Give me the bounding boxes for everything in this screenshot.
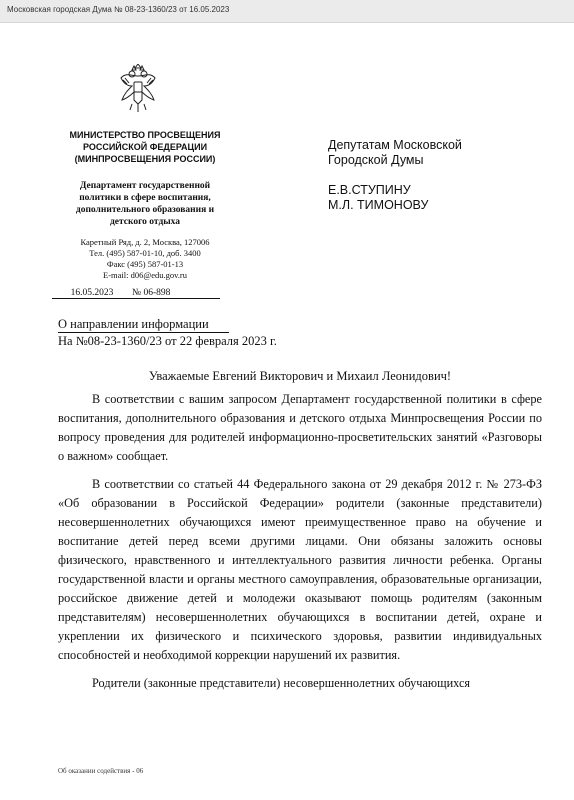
address-line: Каретный Ряд, д. 2, Москва, 127006 [80,237,210,247]
sender-address [52,237,238,281]
coat-of-arms-icon [118,64,158,114]
addressee-block [328,138,558,228]
addressee-name: М.Л. ТИМОНОВУ [328,198,429,212]
greeting: Уважаемые Евгений Викторович и Михаил Леонидович! [148,369,452,383]
email-line: E-mail: d06@edu.gov.ru [103,270,187,280]
addressee-line: Депутатам Московской [328,138,462,152]
subject-line: О направлении информации [58,316,229,333]
ministry-line: (МИНПРОСВЕЩЕНИЯ РОССИИ) [74,154,216,164]
outgoing-number: № 06-898 [132,288,220,299]
letter-subject [58,316,318,349]
ministry-name [52,129,238,165]
body-paragraph: В соответствии с вашим запросом Департамент государственной политики в сфере воспитания, дополнительного образования и детского отдыха Минпросвещения России по вопросу проведения для родителей информационно-просветительских занятий «Разговоры о важном» сообщает. [58,392,542,463]
reference-line: На №08-23-1360/23 от 22 февраля 2023 г. [58,334,277,348]
phone-line: Тел. (495) 587-01-10, доб. 3400 [89,248,201,258]
department-line: Департамент государственной [79,181,211,191]
ministry-line: РОССИЙСКОЙ ФЕДЕРАЦИИ [82,142,208,152]
registration-stamp-text: Московская городская Дума № 08-23-1360/23 от 16.05.2023 [7,5,230,14]
document-header-bar [0,0,574,23]
ministry-line: МИНИСТЕРСТВО ПРОСВЕЩЕНИЯ [69,130,221,140]
body-paragraph: В соответствии со статьей 44 Федерального закона от 29 декабря 2012 г. № 273-ФЗ «Об образовании в Российской Федерации» родители (законные представители) несовершеннолетних обучающихся имеют преимущественное право на обучение и воспитание детей перед всеми другими лицами. Они обязаны заложить основы физического, нравственного и интеллектуального развития личности ребенка. Органы государственной власти и органы местного самоуправления, образовательные организации, российское движение детей и молодежи оказывают помощь родителям (законным представителям) несовершеннолетних обучающихся в воспитании детей, охране и укреплении их физического и психического здоровья, развитии индивидуальных способностей и необходимой коррекции нарушений их развития. [58,477,542,662]
letter-body [58,390,542,702]
body-paragraph: Родители (законные представители) несовершеннолетних обучающихся [92,676,471,690]
outgoing-registration [52,288,252,299]
page-footer: Об оказании содействия - 06 [58,767,144,775]
outgoing-date: 16.05.2023 [52,288,132,299]
addressee-name: Е.В.СТУПИНУ [328,183,411,197]
addressee-line: Городской Думы [328,153,424,167]
department-name [52,180,238,228]
department-line: детского отдыха [109,217,181,227]
fax-line: Факс (495) 587-01-13 [106,259,184,269]
department-line: дополнительного образования и [75,205,215,215]
department-line: политики в сфере воспитания, [79,193,211,203]
